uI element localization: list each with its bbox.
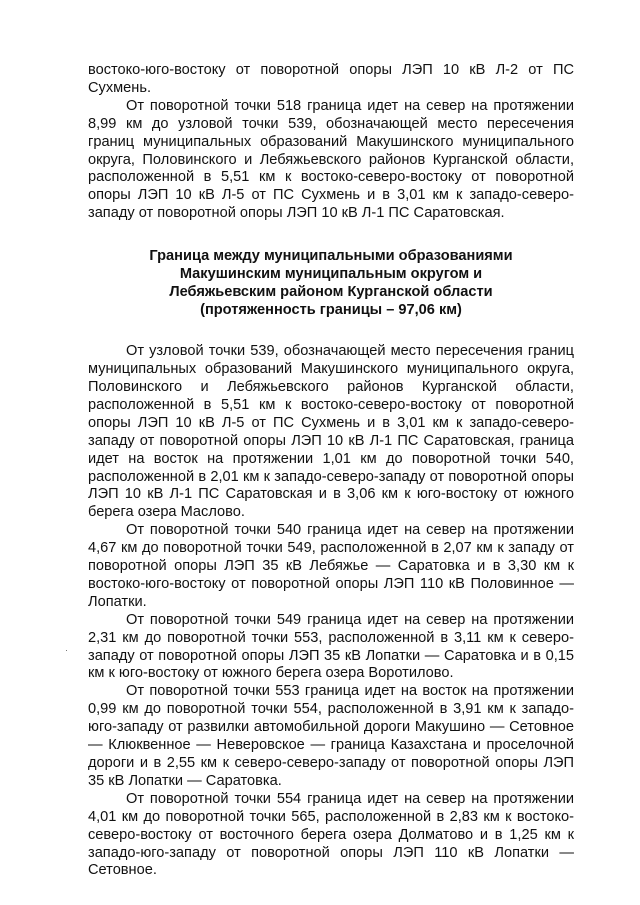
paragraph: От поворотной точки 553 граница идет на восток на протяжении 0,99 км до поворотной точки 554, расположенной в 3,91 км к западо-юго-западу от развилки автомобильной дороги Макушино — Сетовное — Клюквенное — Неверовское — граница Казахстана и проселочной дороги и в 2,55 км к северо-северо-западу от поворотной опоры ЛЭП 35 кВ Лопатки — Саратовка. xyxy=(88,683,574,789)
section-heading xyxy=(88,247,574,319)
paragraph: От узловой точки 539, обозначающей место пересечения границ муниципальных образований Макушинского муниципального округа, Половинского и Лебяжьевского районов Курганской области, расположенной в 5,51 км к востоко-северо-востоку от поворотной опоры ЛЭП 10 кВ Л-5 от ПС Сухмень и в 3,01 км к западо-северо-западу от поворотной опоры ЛЭП 10 кВ Л-1 ПС Саратовская, граница идет на восток на протяжении 1,01 км до поворотной точки 540, расположенной в 2,01 км к западо-северо-западу от поворотной опоры ЛЭП 10 кВ Л-1 ПС Саратовская и в 3,06 км к юго-востоку от южного берега озера Маслово. xyxy=(88,343,574,521)
paragraph: От поворотной точки 554 граница идет на север на протяжении 4,01 км до поворотной точки 565, расположенной в 2,83 км к востоко-северо-востоку от восточного берега озера Долматово и в 1,25 км к западо-юго-западу от поворотной опоры ЛЭП 110 кВ Лопатки — Сетовное. xyxy=(88,790,574,879)
document-page xyxy=(88,62,574,880)
heading-line: Граница между муниципальными образованиями xyxy=(149,248,513,265)
heading-line: Лебяжьевским районом Курганской области xyxy=(169,284,493,301)
paragraph: востоко-юго-востоку от поворотной опоры ЛЭП 10 кВ Л-2 от ПС Сухмень. xyxy=(88,62,574,96)
scan-speck xyxy=(66,650,67,651)
paragraph: От поворотной точки 549 граница идет на север на протяжении 2,31 км до поворотной точки 553, расположенной в 3,11 км к северо-западу от поворотной опоры ЛЭП 35 кВ Лопатки — Саратовка и в 0,15 км к юго-востоку от южного берега озера Воротилово. xyxy=(88,611,574,682)
heading-line: (протяженность границы – 97,06 км) xyxy=(200,302,462,319)
paragraph: От поворотной точки 540 граница идет на север на протяжении 4,67 км до поворотной точки 549, расположенной в 2,07 км к западу от поворотной опоры ЛЭП 35 кВ Лебяжье — Саратовка и в 3,30 км к востоко-юго-востоку от поворотной опоры ЛЭП 110 кВ Половинное — Лопатки. xyxy=(88,522,574,610)
paragraph: От поворотной точки 518 граница идет на север на протяжении 8,99 км до узловой точки 539, обозначающей место пересечения границ муниципальных образований Макушинского муниципального округа, Половинского и Лебяжьевского районов Курганской области, расположенной в 5,51 км к востоко-северо-востоку от поворотной опоры ЛЭП 10 кВ Л-5 от ПС Сухмень и в 3,01 км к западо-северо-западу от поворотной опоры ЛЭП 10 кВ Л-1 ПС Саратовская. xyxy=(88,97,574,222)
heading-line: Макушинским муниципальным округом и xyxy=(179,266,483,283)
